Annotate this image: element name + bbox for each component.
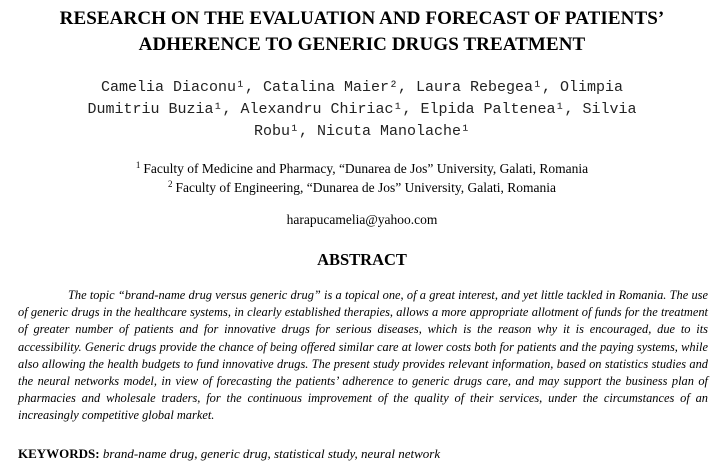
keywords-label: KEYWORDS: [18, 446, 100, 461]
authors-line-1: Camelia Diaconu¹, Catalina Maier², Laura Rebegea¹, Olimpia [100, 79, 624, 96]
affiliation-2 [0, 175, 724, 197]
authors-line-2: Dumitriu Buzia¹, Alexandru Chiriac¹, Elpida Paltenea¹, Silvia [87, 101, 637, 118]
keywords [18, 445, 708, 463]
paper-title-line-1: RESEARCH ON THE EVALUATION AND FORECAST OF PATIENTS’ [59, 8, 665, 29]
affiliation-2-text: Faculty of Engineering, “Dunarea de Jos” University, Galati, Romania [175, 180, 556, 195]
abstract-body: The topic “brand-name drug versus generic drug” is a topical one, of a great interest, and yet little tackled in Romania. The use of generic drugs in the healthcare systems, in clearly established therapies, allows a more appropriate allotment of funds for the treatment of greater number of patients and for innovative drugs for serious diseases, which is the reason why it is encouraged, due to its accessibility. Generic drugs provide the chance of being offered similar care at lower costs both for patients and the paying systems, while also allowing the health budgets to fund innovative drugs. The present study provides relevant information, based on statistics studies and the neural networks model, in view of forecasting the patients’ adherence to generic drugs care, and may support the business plan of pharmacies and wholesale traders, for the continuous improvement of the quality of their services, under the circumstances of an increasingly competitive global market. [18, 288, 708, 423]
contact-email: harapucamelia@yahoo.com [286, 212, 438, 227]
authors-line-3: Robu¹, Nicuta Manolache¹ [253, 123, 471, 140]
paper-title-line-2: ADHERENCE TO GENERIC DRUGS TREATMENT [138, 34, 586, 55]
keywords-list: brand-name drug, generic drug, statistical study, neural network [102, 446, 441, 461]
affiliation-1-text: Faculty of Medicine and Pharmacy, “Dunarea de Jos” University, Galati, Romania [143, 161, 589, 176]
affiliation-1-marker: 1 [135, 160, 141, 170]
affiliation-2-marker: 2 [168, 179, 173, 189]
abstract-heading: ABSTRACT [317, 250, 407, 269]
